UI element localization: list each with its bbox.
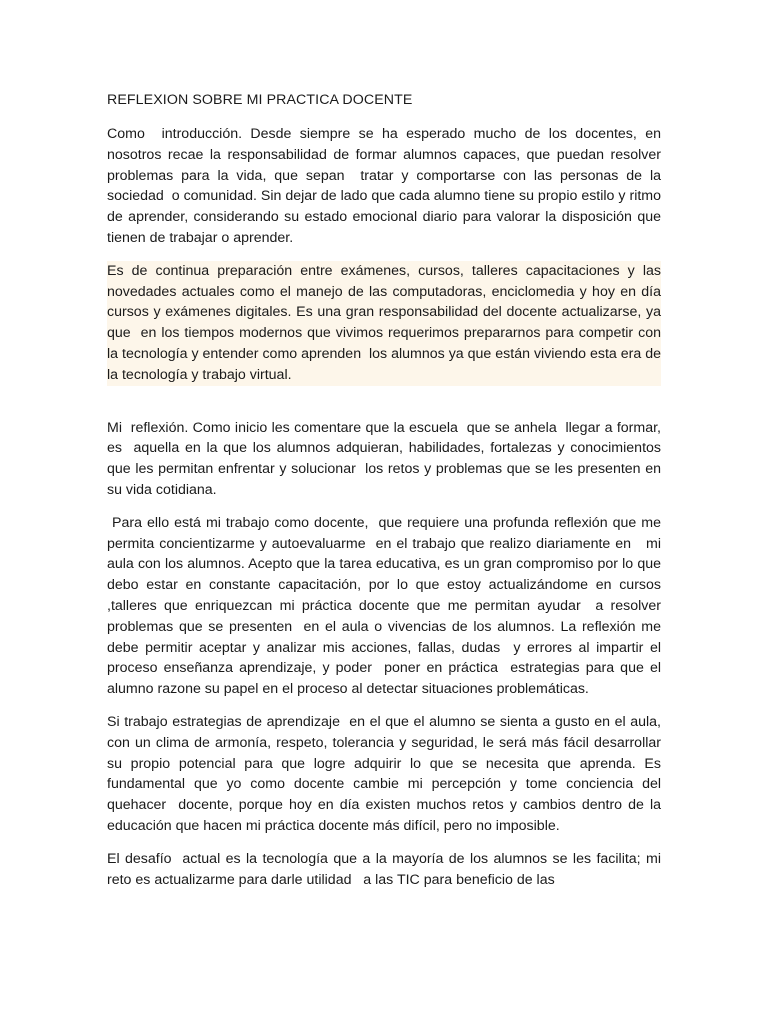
paragraph-reflection: Mi reflexión. Como inicio les comentare que la escuela que se anhela llegar a formar, es aquella en la que los alumnos adquieran, habilidades, fortalezas y conocimientos que les permitan enfrentar y solucionar los retos y problemas que se les presenten en su vida cotidiana. [107,419,665,498]
document-title: REFLEXION SOBRE MI PRACTICA DOCENTE [107,92,413,108]
blank-line [107,398,661,418]
paragraph-preparation: Es de continua preparación entre exámenes, cursos, talleres capacitaciones y las novedades actuales como el manejo de las computadoras, enciclomedia y hoy en día cursos y exámenes digitales. Es una gran responsabilidad del docente actualizarse, ya que en los tiempos modernos que vivimos requerimos prepararnos para competir con la tecnología y entender como aprenden los alumnos ya que están viviendo esta era de la tecnología y trabajo virtual. [107,261,661,386]
paragraph-teaching-work: Para ello está mi trabajo como docente, que requiere una profunda reflexión que me permita concientizarme y autoevaluarme en el trabajo que realizo diariamente en mi aula con los alumnos. Acepto que la tarea educativa, es un gran compromiso por lo que debo estar en constante capacitación, por lo que estoy actualizándome en cursos ,talleres que enriquezcan mi práctica docente que me permitan ayudar a resolver problemas que se presenten en el aula o vivencias de los alumnos. La reflexión me debe permitir aceptar y analizar mis acciones, fallas, dudas y errores al impartir el proceso enseñanza aprendizaje, y poder poner en práctica estrategias para que el alumno razone su papel en el proceso al detectar situaciones problemáticas. [107,514,665,698]
paragraph-strategies: Si trabajo estrategias de aprendizaje en el que el alumno se sienta a gusto en el aula, con un clima de armonía, respeto, tolerancia y seguridad, le será más fácil desarrollar su propio potencial para que logre adquirir lo que se necesita que aprenda. Es fundamental que yo como docente cambie mi percepción y tome conciencia del quehacer docente, porque hoy en día existen muchos retos y cambios dentro de la educación que hacen mi práctica docente más difícil, pero no imposible. [107,713,669,834]
paragraph-challenge: El desafío actual es la tecnología que a la mayoría de los alumnos se les facilita; mi reto es actualizarme para darle utilidad a las TIC para beneficio de las [107,850,665,888]
paragraph-introduction: Como introducción. Desde siempre se ha esperado mucho de los docentes, en nosotros recae la responsabilidad de formar alumnos capaces, que puedan resolver problemas para la vida, que sepan tratar y comportarse con las personas de la sociedad o comunidad. Sin dejar de lado que cada alumno tiene su propio estilo y ritmo de aprender, considerando su estado emocional diario para valorar la disposición que tienen de trabajar o aprender. [107,126,665,246]
document-page [107,90,669,902]
